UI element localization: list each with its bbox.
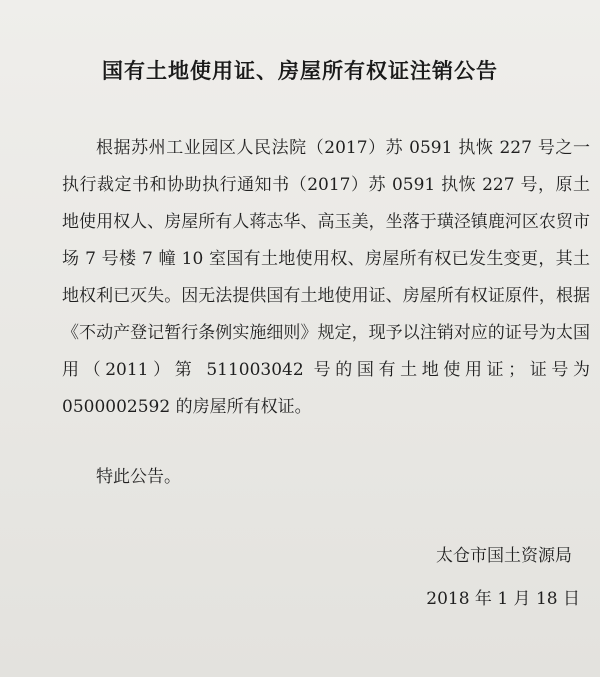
notice-closing: 特此公告。	[96, 467, 181, 487]
issue-date: 2018 年 1 月 18 日	[426, 589, 580, 609]
issuer-name: 太仓市国土资源局	[436, 546, 572, 566]
notice-body: 根据苏州工业园区人民法院（2017）苏 0591 执恢 227 号之一执行裁定书和协助执行通知书（2017）苏 0591 执恢 227 号，原土地使用权人、房屋所有人蒋志华、高玉美，坐落于璜泾镇鹿河区农贸市场 7 号楼 7 幢 10 室国有土地使用权、房屋所有权已发生变更，其土地权利已灭失。因无法提供国有土地使用证、房屋所有权证原件，根据《不动产登记暂行条例实施细则》规定，现予以注销对应的证号为太国用（2011）第 511003042 号的国有土地使用证；证号为 0500002592 的房屋所有权证。	[62, 138, 590, 417]
notice-title: 国有土地使用证、房屋所有权证注销公告	[102, 59, 498, 83]
